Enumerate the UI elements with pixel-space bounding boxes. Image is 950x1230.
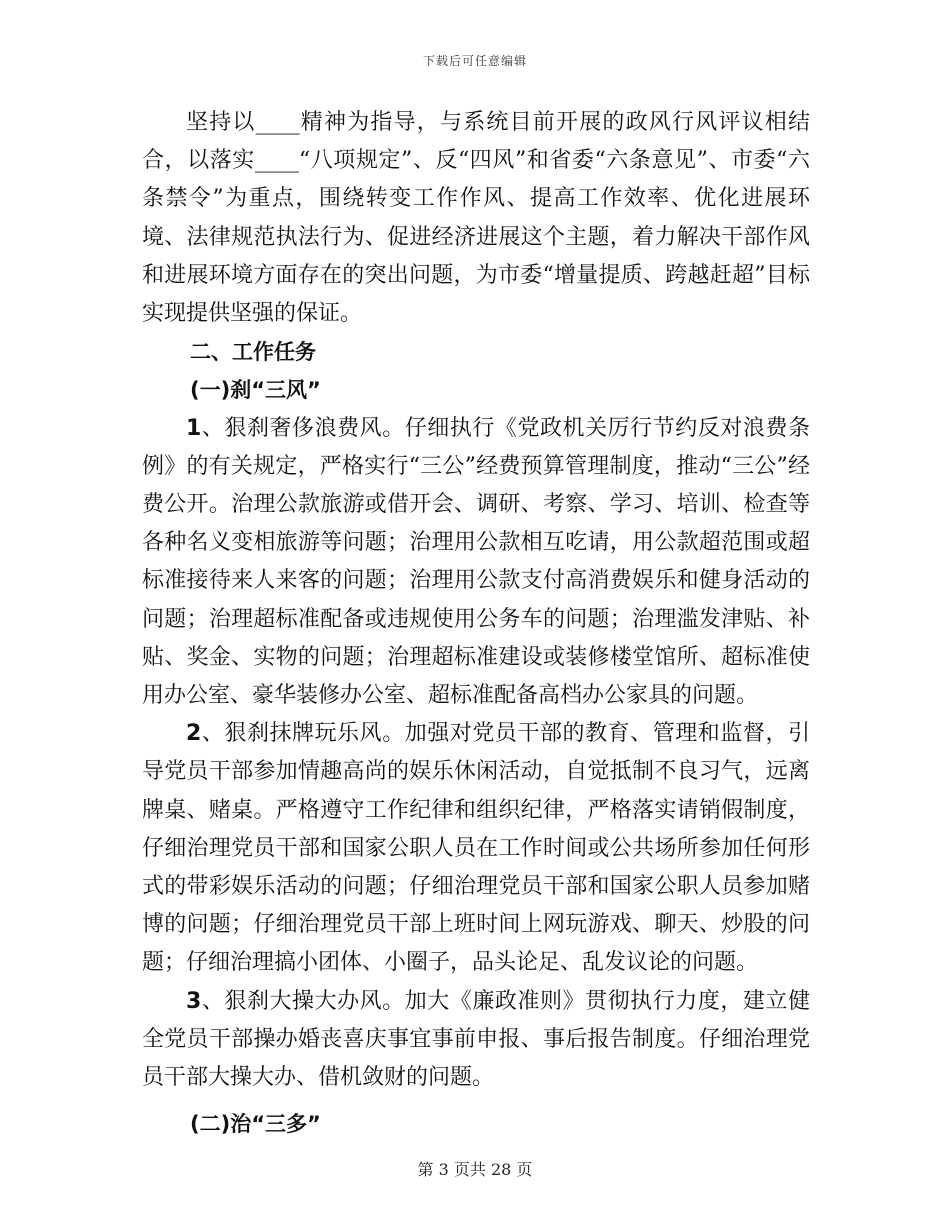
list-item-1-number: 1 [186, 415, 202, 441]
document-body [142, 104, 810, 1143]
list-item-2-number: 2 [186, 721, 202, 747]
list-item-3 [142, 983, 810, 1098]
list-item-3-number: 3 [186, 988, 202, 1014]
list-item-1 [142, 410, 810, 716]
list-item-2 [142, 715, 810, 982]
subsection-heading-2: (二)治“三多” [190, 1112, 321, 1137]
subsection-heading-1: (一)刹“三风” [190, 378, 321, 403]
list-item-1-text: 、狠刹奢侈浪费风。仔细执行《党政机关厉行节约反对浪费条例》的有关规定，严格实行“三公”经费预算管理制度，推动“三公”经费公开。治理公款旅游或借开会、调研、考察、学习、培训、检查等各种名义变相旅游等问题；治理用公款相互吃请，用公款超范围或超标准接待来人来客的问题；治理用公款支付高消费娱乐和健身活动的问题；治理超标准配备或违规使用公务车的问题；治理滥发津贴、补贴、奖金、实物的问题；治理超标准建设或装修楼堂馆所、超标准使用办公室、豪华装修办公室、超标准配备高档办公家具的问题。 [142, 415, 810, 709]
intro-paragraph: 坚持以____精神为指导，与系统目前开展的政风行风评议相结合，以落实____“八项规定”、反“四风”和省委“六条意见”、市委“六条禁令”为重点，围绕转变工作作风、提高工作效率、优化进展环境、法律规范执法行为、促进经济进展这个主题，着力解决干部作风和进展环境方面存在的突出问题，为市委“增量提质、跨越赶超”目标实现提供坚强的保证。 [142, 110, 810, 327]
list-item-2-text: 、狠刹抹牌玩乐风。加强对党员干部的教育、管理和监督，引导党员干部参加情趣高尚的娱乐休闲活动，自觉抵制不良习气，远离牌桌、赌桌。严格遵守工作纪律和组织纪律，严格落实请销假制度，仔细治理党员干部和国家公职人员在工作时间或公共场所参加任何形式的带彩娱乐活动的问题；仔细治理党员干部和国家公职人员参加赌博的问题；仔细治理党员干部上班时间上网玩游戏、聊天、炒股的问题；仔细治理搞小团体、小圈子，品头论足、乱发议论的问题。 [142, 721, 810, 976]
list-item-3-text: 、狠刹大操大办风。加大《廉政准则》贯彻执行力度，建立健全党员干部操办婚丧喜庆事宜事前申报、事后报告制度。仔细治理党员干部大操大办、借机敛财的问题。 [142, 988, 810, 1091]
section-heading: 二、工作任务 [190, 340, 316, 365]
page-header-note: 下载后可任意编辑 [422, 54, 527, 68]
page-number: 第 3 页共 28 页 [417, 1160, 533, 1179]
